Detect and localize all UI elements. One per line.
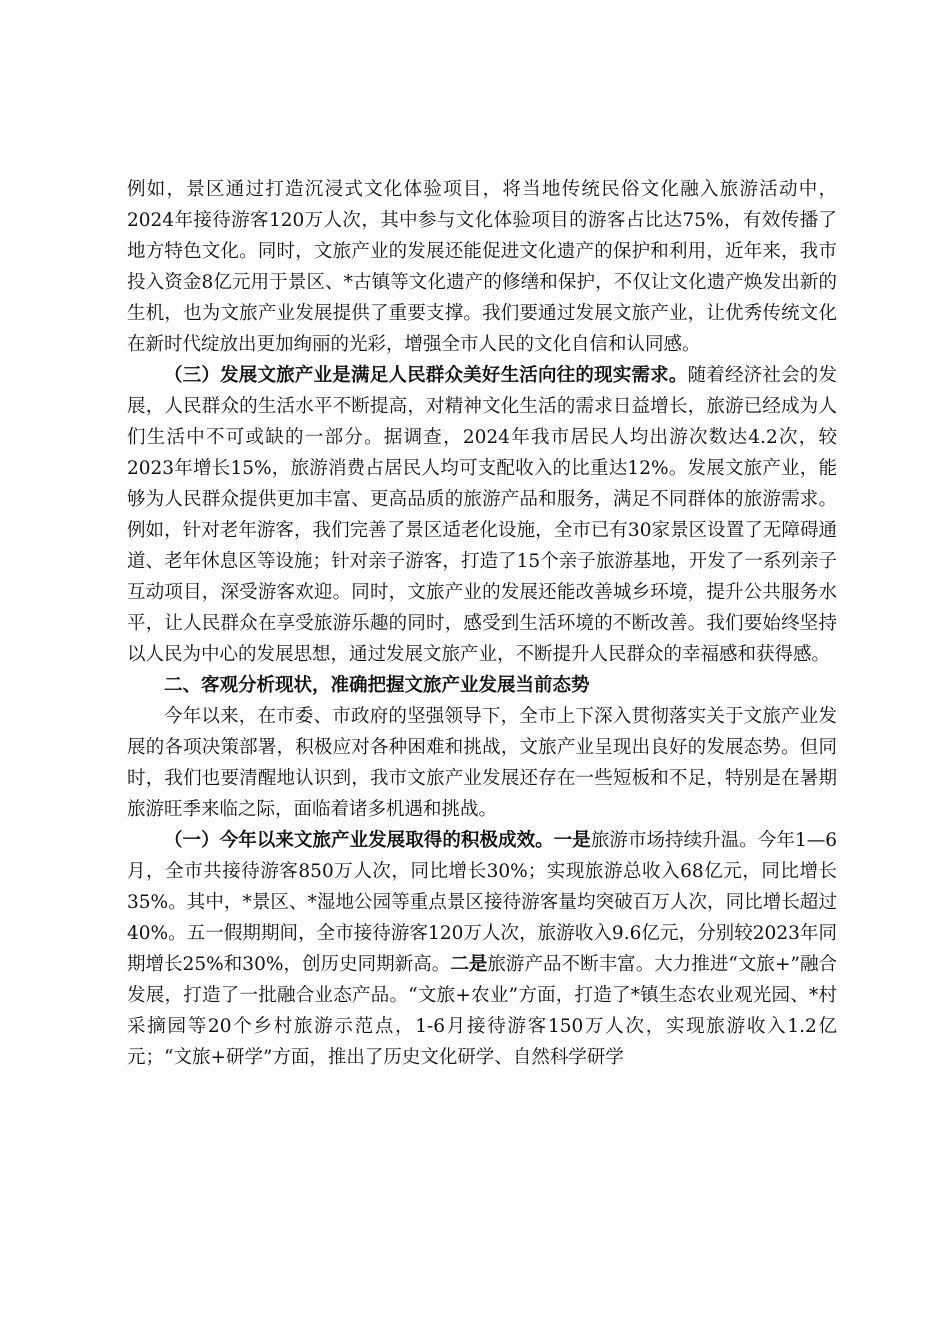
lead-first: 一是 [553,830,591,851]
paragraph-text: 例如，景区通过打造沉浸式文化体验项目，将当地传统民俗文化融入旅游活动中，2024年接待游客120万人次，其中参与文化体验项目的游客占比达75%，有效传播了地方特色文化。同时，文旅产业的发展还能促进文化遗产的保护和利用，近年来，我市投入资金8亿元用于景区、*古镇等文化遗产的修缮和保护，不仅让文化遗产焕发出新的生机，也为文旅产业发展提供了重要支撑。我们要通过发展文旅产业，让优秀传统文化在新时代绽放出更加绚丽的光彩，增强全市人民的文化自信和认同感。 [127,179,837,355]
section-heading-1: （一）今年以来文旅产业发展取得的积极成效。 [164,830,554,851]
paragraph-text: 随着经济社会的发展，人民群众的生活水平不断提高，对精神文化生活的需求日益增长，旅游已经成为人们生活中不可或缺的一部分。据调查，2024年我市居民人均出游次数达4.2次，较2023年增长15%，旅游消费占居民人均可支配收入的比重达12%。发展文旅产业，能够为人民群众提供更加丰富、更高品质的旅游产品和服务，满足不同群体的旅游需求。例如，针对老年游客，我们完善了景区适老化设施，全市已有30家景区设置了无障碍通道、老年休息区等设施；针对亲子游客，打造了15个亲子旅游基地，开发了一系列亲子互动项目，深受游客欢迎。同时，文旅产业的发展还能改善城乡环境，提升公共服务水平，让人民群众在享受旅游乐趣的同时，感受到生活环境的不断改善。我们要始终坚持以人民为中心的发展思想，通过发展文旅产业，不断提升人民群众的幸福感和获得感。 [127,365,837,665]
paragraph-achievements [127,825,837,1073]
paragraph-text: 今年以来，在市委、市政府的坚强领导下，全市上下深入贯彻落实关于文旅产业发展的各项决策部署，积极应对各种困难和挑战，文旅产业呈现出良好的发展态势。但同时，我们也要清醒地认识到，我市文旅产业发展还存在一些短板和不足，特别是在暑期旅游旺季来临之际，面临着诸多机遇和挑战。 [127,706,837,820]
chapter-heading-2 [127,670,837,701]
paragraph-current-situation [127,701,837,825]
paragraph-text-first: 旅游市场持续升温。今年1—6月，全市共接待游客850万人次，同比增长30%；实现旅游总收入68亿元，同比增长35%。其中，*景区、*湿地公园等重点景区接待游客量均突破百万人次，同比增长超过40%。五一假期期间，全市接待游客120万人次，旅游收入9.6亿元，分别较2023年同期增长25%和30%，创历史同期新高。 [127,830,837,975]
document-body [127,174,837,1073]
paragraph-cultural-heritage [127,174,837,360]
paragraph-text-second: 旅游产品不断丰富。大力推进“文旅+”融合发展，打造了一批融合业态产品。“文旅+农业”方面，打造了*镇生态农业观光园、*村采摘园等20个乡村旅游示范点，1-6月接待游客150万人次，实现旅游收入1.2亿元；“文旅+研学”方面，推出了历史文化研学、自然科学研学 [127,954,837,1068]
section-heading-3: （三）发展文旅产业是满足人民群众美好生活向往的现实需求。 [164,365,688,386]
paragraph-people-needs [127,360,837,670]
chapter-heading-text: 二、客观分析现状，准确把握文旅产业发展当前态势 [164,675,590,696]
lead-second: 二是 [450,954,488,975]
